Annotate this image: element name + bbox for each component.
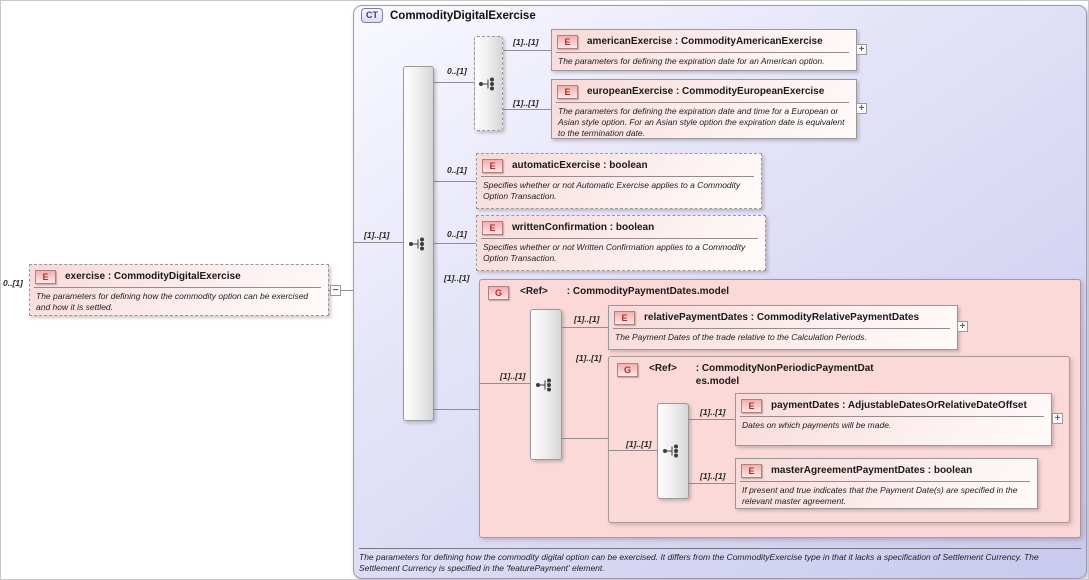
element-badge-icon: E	[482, 159, 503, 173]
cardinality-label: [1]..[1]	[364, 230, 390, 240]
compositor-icon	[535, 377, 557, 393]
cardinality-label: [1]..[1]	[700, 471, 726, 481]
cardinality-label: [1]..[1]	[700, 407, 726, 417]
cardinality-label: 0..[1]	[3, 278, 23, 288]
cardinality-label: 0..[1]	[447, 66, 467, 76]
connector-line	[687, 483, 735, 484]
connector-line	[501, 109, 551, 110]
element-title: relativePaymentDates : CommodityRelativePaymentDates	[644, 311, 920, 323]
connector-line	[432, 243, 476, 244]
group-ref-label: <Ref>	[520, 286, 548, 297]
connector-line	[479, 383, 530, 384]
compositor-icon	[662, 443, 684, 459]
element-annotation: The parameters for defining how the commodity option can be exercised and how it is settled.	[36, 291, 309, 313]
cardinality-label: 0..[1]	[447, 165, 467, 175]
connector-line	[501, 50, 551, 51]
nonperiodic-group-sequence-compositor[interactable]	[657, 403, 689, 499]
group-badge-icon: G	[617, 363, 638, 377]
element-annotation: Specifies whether or not Written Confirmation applies to a Commodity Option Transaction.	[483, 242, 746, 264]
element-title: paymentDates : AdjustableDatesOrRelativeDateOffset	[771, 399, 1027, 411]
payment-group-sequence-compositor[interactable]	[530, 309, 562, 460]
group-header	[609, 357, 1069, 388]
element-badge-icon: E	[741, 464, 762, 478]
group-title: : CommodityNonPeriodicPaymentDates.model	[695, 363, 874, 387]
element-badge-icon: E	[614, 311, 635, 325]
element-title: masterAgreementPaymentDates : boolean	[771, 464, 973, 476]
element-badge-icon: E	[557, 85, 578, 99]
complex-type-badge-icon: CT	[361, 8, 383, 23]
element-title: americanExercise : CommodityAmericanExercise	[587, 35, 823, 47]
connector-line	[560, 327, 608, 328]
element-master-agreement-payment-dates[interactable]	[735, 458, 1038, 509]
element-automatic-exercise[interactable]	[476, 153, 762, 209]
expand-handle[interactable]: +	[1052, 413, 1063, 424]
compositor-icon	[478, 76, 500, 92]
connector-line	[608, 450, 657, 451]
connector-line	[432, 82, 474, 83]
element-title: automaticExercise : boolean	[512, 159, 648, 171]
element-title: europeanExercise : CommodityEuropeanExercise	[587, 85, 825, 97]
element-annotation: The parameters for defining the expiration date and time for a European or Asian style option. For an Asian style option the expiration date is equivalent to the termination date.	[558, 106, 845, 139]
element-title: exercise : CommodityDigitalExercise	[65, 270, 241, 282]
connector-line	[432, 181, 476, 182]
expand-handle[interactable]: +	[856, 103, 867, 114]
cardinality-label: [1]..[1]	[574, 314, 600, 324]
element-annotation: Dates on which payments will be made.	[742, 420, 892, 430]
group-ref-label: <Ref>	[649, 363, 677, 374]
element-annotation: The Payment Dates of the trade relative to the Calculation Periods.	[615, 332, 867, 342]
expand-handle[interactable]: +	[957, 321, 968, 332]
cardinality-label: [1]..[1]	[626, 439, 652, 449]
element-annotation: Specifies whether or not Automatic Exercise applies to a Commodity Option Transaction.	[483, 180, 741, 202]
element-relative-payment-dates[interactable]	[608, 305, 958, 350]
cardinality-label: [1]..[1]	[513, 98, 539, 108]
choice-compositor[interactable]	[474, 36, 503, 131]
group-title: : CommodityPaymentDates.model	[566, 286, 730, 297]
element-badge-icon: E	[557, 35, 578, 49]
group-header	[480, 280, 1080, 300]
element-badge-icon: E	[741, 399, 762, 413]
complex-type-annotation: The parameters for defining how the commodity digital option can be exercised. It differs from the CommodityExercise type in that it lacks a specification of Settlement Currency. The Settlement Currency is specified in the 'featurePayment' element.	[359, 552, 1039, 574]
root-sequence-compositor[interactable]	[403, 66, 434, 421]
connector-line	[432, 409, 479, 410]
connector-line	[560, 438, 608, 439]
element-title: writtenConfirmation : boolean	[512, 221, 655, 233]
complex-type-title: CommodityDigitalExercise	[390, 9, 536, 22]
compositor-icon	[408, 236, 430, 252]
element-annotation: The parameters for defining the expiration date for an American option.	[558, 56, 825, 66]
connector-line	[687, 419, 735, 420]
collapse-handle[interactable]: −	[330, 285, 341, 296]
element-american-exercise[interactable]	[551, 29, 857, 71]
element-payment-dates[interactable]	[735, 393, 1052, 446]
connector-line	[353, 242, 403, 243]
footer-separator	[359, 548, 1081, 549]
element-exercise[interactable]	[29, 264, 329, 316]
cardinality-label: [1]..[1]	[444, 273, 470, 283]
group-badge-icon: G	[488, 286, 509, 300]
expand-handle[interactable]: +	[856, 44, 867, 55]
element-badge-icon: E	[482, 221, 503, 235]
element-badge-icon: E	[35, 270, 56, 284]
cardinality-label: 0..[1]	[447, 229, 467, 239]
cardinality-label: [1]..[1]	[513, 37, 539, 47]
complex-type-header	[361, 8, 536, 23]
cardinality-label: [1]..[1]	[576, 353, 602, 363]
element-european-exercise[interactable]	[551, 79, 857, 139]
element-written-confirmation[interactable]	[476, 215, 766, 271]
cardinality-label: [1]..[1]	[500, 371, 526, 381]
element-annotation: If present and true indicates that the Payment Date(s) are specified in the relevant master agreement.	[742, 485, 1018, 507]
